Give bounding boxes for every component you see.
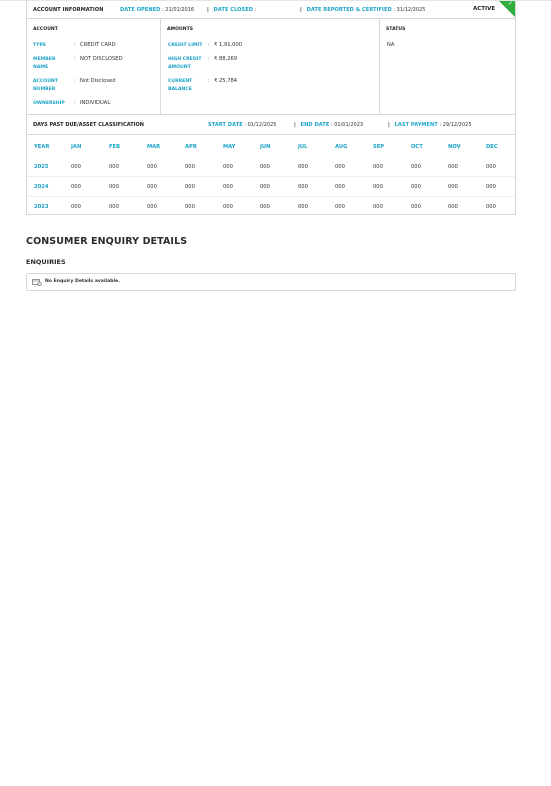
end-date-value: 01/01/2023 — [334, 122, 364, 128]
enquiry-empty-text: No Enquiry Details available. — [45, 279, 120, 284]
dpd-title: DAYS PAST DUE/ASSET CLASSIFICATION — [33, 122, 144, 128]
dpd-cell: 000 — [223, 184, 233, 190]
status-column — [380, 19, 515, 114]
header-cell: JUN — [260, 144, 271, 150]
enquiry-section-title: CONSUMER ENQUIRY DETAILS — [26, 236, 188, 247]
field-value: ₹ 1,91,000 — [214, 42, 243, 48]
dpd-cell: 000 — [109, 184, 119, 190]
field-label: MEMBER NAME — [33, 57, 56, 70]
dpd-cell: 000 — [411, 184, 421, 190]
start-date-label: START DATE — [208, 122, 243, 128]
account-info-header — [27, 1, 515, 19]
date-reported: | DATE REPORTED & CERTIFIED : 31/12/2025 — [300, 7, 426, 13]
dpd-cell: 000 — [71, 204, 81, 210]
table-row — [27, 177, 515, 197]
field-value: INDIVIDUAL — [80, 100, 111, 106]
field-label: CURRENT BALANCE — [168, 79, 193, 92]
dpd-cell: 000 — [411, 164, 421, 170]
dpd-cell: 000 — [147, 164, 157, 170]
field-value: Not Disclosed — [80, 78, 116, 84]
dpd-start-date: START DATE : 01/12/2025 — [208, 122, 277, 128]
field-label: TYPE — [33, 43, 46, 48]
field-value: ₹ 88,269 — [214, 56, 238, 62]
dpd-cell: 000 — [147, 204, 157, 210]
dpd-cell: 000 — [185, 184, 195, 190]
table-row — [27, 157, 515, 177]
field-value: NOT DISCLOSED — [80, 56, 123, 62]
enquiries-subtitle: ENQUIRIES — [26, 258, 66, 266]
header-cell: OCT — [411, 144, 423, 150]
account-details — [27, 19, 515, 115]
year-cell: 2025 — [34, 164, 49, 170]
dpd-cell: 000 — [298, 184, 308, 190]
amounts-column: AMOUNTS CREDIT LIMIT : ₹ 1,91,000 HIGH CREDIT AMOUNT : ₹ 88,269 CURRENT BALANCE : ₹ 25,784 — [161, 19, 380, 114]
status-badge: ACTIVE — [473, 6, 496, 12]
field-label: HIGH CREDIT AMOUNT — [168, 57, 202, 70]
year-cell: 2024 — [34, 184, 49, 190]
field-value: ₹ 25,784 — [214, 78, 238, 84]
date-closed-label: DATE CLOSED — [213, 7, 254, 13]
dpd-cell: 000 — [109, 164, 119, 170]
dpd-cell: 000 — [373, 164, 383, 170]
dpd-cell: 000 — [448, 184, 458, 190]
dpd-cell: 000 — [223, 164, 233, 170]
field-label: ACCOUNT NUMBER — [33, 79, 58, 92]
header-cell: SEP — [373, 144, 385, 150]
dpd-cell: 000 — [223, 204, 233, 210]
account-title: ACCOUNT — [33, 27, 58, 32]
date-reported-label: DATE REPORTED & CERTIFIED — [306, 7, 392, 13]
field-value: CREDIT CARD — [80, 42, 116, 48]
table-row — [27, 197, 515, 216]
header-cell: APR — [185, 144, 197, 150]
dpd-cell: 000 — [373, 204, 383, 210]
status-title: STATUS — [386, 27, 406, 32]
dpd-end-date: | END DATE : 01/01/2023 — [294, 122, 364, 128]
dpd-cell: 000 — [373, 184, 383, 190]
header-cell: DEC — [486, 144, 498, 150]
header-cell: NOV — [448, 144, 461, 150]
status-value: NA — [387, 42, 395, 48]
account-info-title: ACCOUNT INFORMATION — [33, 7, 104, 13]
dpd-cell: 000 — [448, 204, 458, 210]
header-cell: MAR — [147, 144, 161, 150]
dpd-cell: 000 — [260, 184, 270, 190]
dpd-header-row — [27, 137, 515, 156]
date-opened-value: 21/01/2016 — [165, 7, 195, 13]
dpd-cell: 000 — [335, 164, 345, 170]
last-payment-value: 29/12/2025 — [442, 122, 472, 128]
dpd-cell: 000 — [298, 164, 308, 170]
end-date-label: END DATE — [300, 122, 330, 128]
date-reported-value: 31/12/2025 — [396, 7, 426, 13]
dpd-cell: 000 — [185, 204, 195, 210]
date-opened: DATE OPENED : 21/01/2016 — [120, 7, 195, 13]
dpd-cell: 000 — [486, 204, 496, 210]
header-cell: FEB — [109, 144, 121, 150]
dpd-cell: 000 — [411, 204, 421, 210]
dpd-cell: 000 — [486, 184, 496, 190]
dpd-cell: 000 — [298, 204, 308, 210]
dpd-cell: 000 — [109, 204, 119, 210]
no-records-icon — [32, 278, 42, 286]
dpd-cell: 000 — [335, 204, 345, 210]
dpd-cell: 000 — [71, 184, 81, 190]
header-cell: YEAR — [34, 144, 50, 150]
dpd-cell: 000 — [71, 164, 81, 170]
dpd-cell: 000 — [260, 164, 270, 170]
dpd-cell: 000 — [448, 164, 458, 170]
dpd-last-payment: | LAST PAYMENT : 29/12/2025 — [388, 122, 472, 128]
date-opened-label: DATE OPENED — [120, 7, 161, 13]
dpd-cell: 000 — [486, 164, 496, 170]
header-cell: JAN — [71, 144, 82, 150]
enquiry-empty-box — [26, 273, 516, 291]
header-cell: MAY — [223, 144, 236, 150]
header-cell: JUL — [298, 144, 308, 150]
dpd-cell: 000 — [147, 184, 157, 190]
account-column: ACCOUNT TYPE : CREDIT CARD MEMBER NAME : NOT DISCLOSED ACCOUNT NUMBER : Not Disclosed OWNERSHIP : INDIVIDUAL — [27, 19, 161, 114]
amounts-title: AMOUNTS — [167, 27, 194, 32]
check-icon: ✓ — [507, 0, 513, 7]
field-label: OWNERSHIP — [33, 101, 65, 106]
dpd-cell: 000 — [260, 204, 270, 210]
dpd-header — [27, 115, 515, 135]
account-card — [26, 1, 516, 215]
date-closed: | DATE CLOSED : — [207, 7, 257, 13]
field-label: CREDIT LIMIT — [168, 43, 203, 48]
start-date-value: 01/12/2025 — [247, 122, 277, 128]
year-cell: 2023 — [34, 204, 49, 210]
dpd-cell: 000 — [335, 184, 345, 190]
header-cell: AUG — [335, 144, 348, 150]
last-payment-label: LAST PAYMENT — [394, 122, 438, 128]
dpd-cell: 000 — [185, 164, 195, 170]
